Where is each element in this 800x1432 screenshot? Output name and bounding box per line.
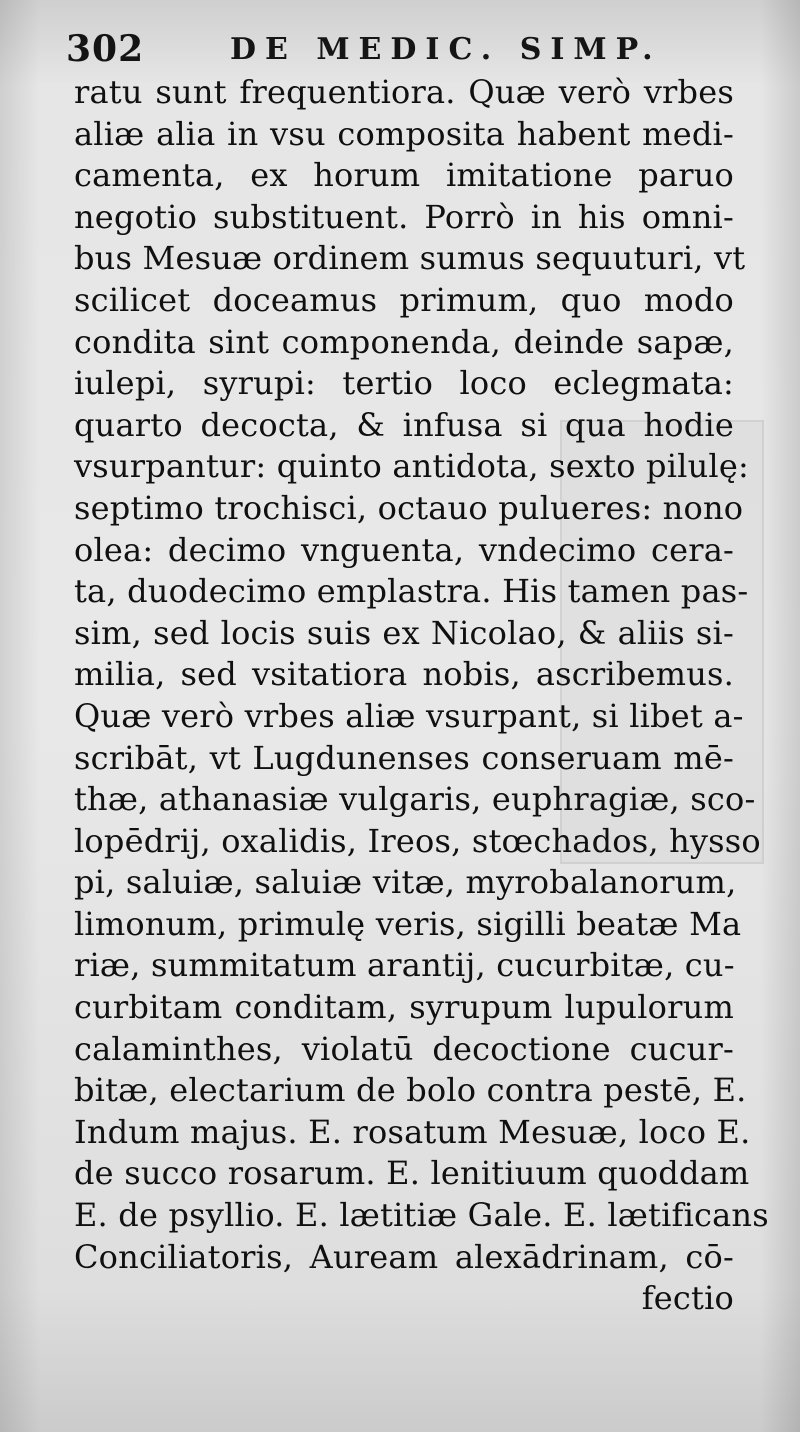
text-line: Conciliatoris, Auream alexādrinam, cō- [74, 1237, 734, 1276]
text-line: septimo trochisci, octauo pulueres: nono [74, 488, 744, 527]
text-line: camenta, ex horum imitatione paruo [74, 156, 734, 195]
text-line: sim, sed locis suis ex Nicolao, & aliis si- [74, 613, 734, 652]
text-line: Indum majus. E. rosatum Mesuæ, loco E. [74, 1112, 751, 1151]
text-line: milia, sed vsitatiora nobis, ascribemus. [74, 655, 734, 694]
text-line: limonum, primulę veris, sigilli beatæ Ma [74, 904, 742, 943]
text-line: E. de psyllio. E. lætitiæ Gale. E. lætificans [74, 1196, 769, 1235]
text-line: riæ, summitatum arantij, cucurbitæ, cu- [74, 946, 735, 985]
text-line: iulepi, syrupi: tertio loco eclegmata: [74, 364, 734, 403]
text-line: de succo rosarum. E. lenitiuum quoddam [74, 1154, 750, 1193]
text-line: ta, duodecimo emplastra. His tamen pas- [74, 572, 749, 611]
text-line: bus Mesuæ ordinem sumus sequuturi, vt [74, 239, 746, 278]
text-line: calaminthes, violatū decoctione cucur- [74, 1029, 734, 1068]
text-line: vsurpantur: quinto antidota, sexto pilulę: [74, 447, 749, 486]
text-line: ratu sunt frequentiora. Quæ verò vrbes [74, 73, 734, 111]
text-line: Quæ verò vrbes aliæ vsurpant, si libet a- [74, 696, 744, 735]
text-line: negotio substituent. Porrò in his omni- [74, 197, 734, 236]
text-line-catchword: fectio [641, 1279, 734, 1318]
text-line: olea: decimo vnguenta, vndecimo cera- [74, 530, 734, 569]
page-header [66, 20, 746, 72]
text-line: quarto decocta, & infusa si qua hodie [74, 405, 734, 444]
text-line: bitæ, electarium de bolo contra pestē, E. [74, 1071, 747, 1110]
text-line: scilicet doceamus primum, quo modo [74, 280, 734, 319]
text-line: aliæ alia in vsu composita habent medi- [74, 114, 734, 153]
text-line: thæ, athanasiæ vulgaris, euphragiæ, sco- [74, 780, 756, 819]
text-line: curbitam conditam, syrupum lupulorum [74, 988, 734, 1027]
running-head: DE MEDIC. SIMP. [230, 32, 662, 67]
page-number: 302 [66, 28, 145, 70]
text-line: condita sint componenda, deinde sapæ, [74, 322, 734, 361]
text-line: lopēdrij, oxalidis, Ireos, stœchados, hysso [74, 821, 761, 860]
text-line: pi, saluiæ, saluiæ vitæ, myrobalanorum, [74, 863, 737, 902]
body-text [74, 72, 769, 1320]
text-line: scribāt, vt Lugdunenses conseruam mē- [74, 738, 734, 777]
